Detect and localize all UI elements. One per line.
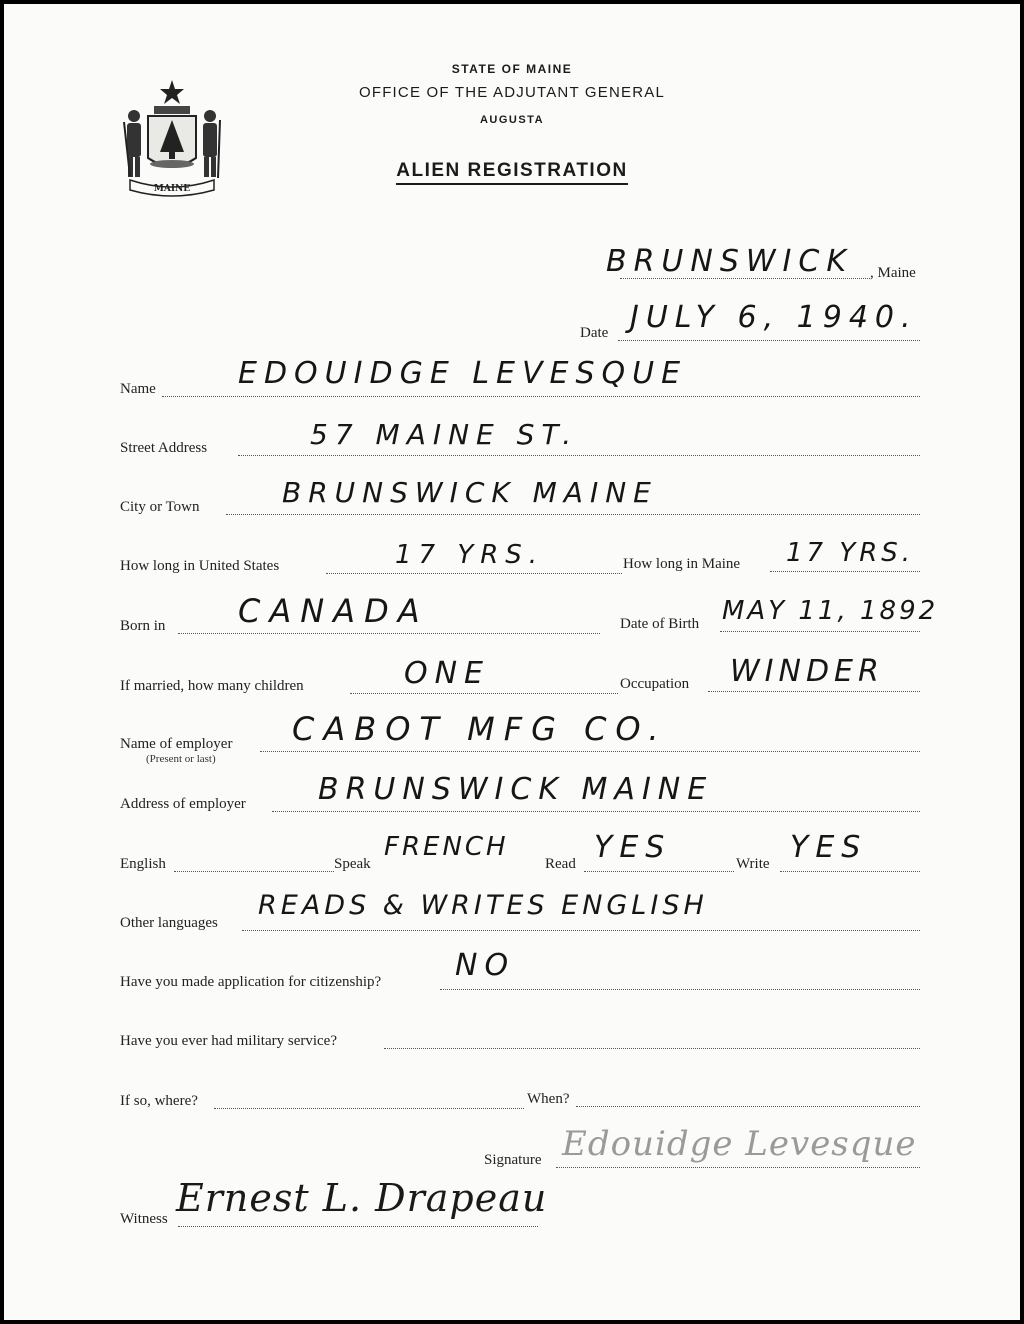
- speak-value: FRENCH: [384, 832, 509, 862]
- speak-label: Speak: [334, 856, 371, 872]
- street-line: [238, 455, 920, 456]
- born-in-value: CANADA: [238, 592, 429, 630]
- state-heading: STATE OF MAINE: [451, 62, 573, 76]
- english-line: [174, 871, 334, 872]
- town-value: BRUNSWICK: [606, 244, 853, 279]
- date-of-birth-line: [720, 631, 920, 632]
- signature-label: Signature: [484, 1152, 542, 1168]
- children-label: If married, how many children: [120, 678, 304, 694]
- form-title: ALIEN REGISTRATION: [0, 160, 1024, 182]
- city-line: [226, 514, 920, 515]
- employer-address-value: BRUNSWICK MAINE: [318, 772, 714, 807]
- occupation-value: WINDER: [730, 654, 884, 689]
- witness-line: [178, 1226, 538, 1227]
- name-label: Name: [120, 381, 156, 397]
- employer-label: Name of employer: [120, 736, 233, 752]
- children-line: [350, 693, 618, 694]
- write-line: [780, 871, 920, 872]
- office-heading: OFFICE OF THE ADJUTANT GENERAL: [358, 84, 666, 101]
- children-value: ONE: [404, 656, 491, 691]
- svg-text:MAINE: MAINE: [153, 184, 191, 194]
- citizenship-line: [440, 989, 920, 990]
- how-long-maine-line: [770, 571, 920, 572]
- occupation-label: Occupation: [620, 676, 690, 692]
- date-label: Date: [580, 325, 609, 341]
- city-heading: AUGUSTA: [479, 114, 545, 126]
- occupation-line: [708, 691, 920, 692]
- employer-line: [260, 751, 920, 752]
- other-languages-value: READS & WRITES ENGLISH: [258, 890, 708, 921]
- street-label: Street Address: [120, 440, 208, 456]
- witness-label: Witness: [120, 1211, 168, 1227]
- name-line: [162, 396, 920, 397]
- other-languages-label: Other languages: [120, 915, 218, 931]
- english-label: English: [120, 856, 166, 872]
- street-value: 57 MAINE ST.: [310, 418, 579, 451]
- city-value: BRUNSWICK MAINE: [282, 476, 658, 509]
- employer-note: (Present or last): [146, 753, 216, 765]
- witness-value: Ernest L. Drapeau: [176, 1176, 548, 1220]
- write-value: YES: [790, 830, 868, 865]
- read-line: [584, 871, 734, 872]
- born-in-line: [178, 633, 600, 634]
- military-label: Have you ever had military service?: [120, 1033, 337, 1049]
- employer-address-label: Address of employer: [120, 796, 246, 812]
- employer-value: CABOT MFG CO.: [292, 710, 668, 748]
- where-line: [214, 1108, 524, 1109]
- date-value: JULY 6, 1940.: [630, 300, 918, 335]
- date-of-birth-value: MAY 11, 1892: [722, 596, 939, 626]
- other-languages-line: [242, 930, 920, 931]
- read-value: YES: [594, 830, 672, 865]
- date-of-birth-label: Date of Birth: [620, 616, 700, 632]
- read-label: Read: [545, 856, 576, 872]
- born-in-label: Born in: [120, 618, 166, 634]
- where-label: If so, where?: [120, 1093, 198, 1109]
- when-label: When?: [527, 1091, 570, 1107]
- signature-value: Edouidge Levesque: [562, 1124, 917, 1164]
- how-long-us-value: 17 YRS.: [395, 540, 545, 570]
- how-long-us-label: How long in United States: [120, 558, 280, 574]
- employer-address-line: [272, 811, 920, 812]
- name-value: EDOUIDGE LEVESQUE: [238, 356, 688, 391]
- state-seal-icon: [118, 76, 226, 200]
- city-label: City or Town: [120, 499, 200, 515]
- how-long-maine-label: How long in Maine: [623, 556, 741, 572]
- citizenship-value: NO: [455, 948, 516, 983]
- military-line: [384, 1048, 920, 1049]
- how-long-maine-value: 17 YRS.: [786, 538, 915, 568]
- signature-line: [556, 1167, 920, 1168]
- town-label: , Maine: [870, 265, 916, 281]
- how-long-us-line: [326, 573, 622, 574]
- date-line: [618, 340, 920, 341]
- when-line: [576, 1106, 920, 1107]
- write-label: Write: [736, 856, 770, 872]
- citizenship-label: Have you made application for citizenship?: [120, 974, 382, 990]
